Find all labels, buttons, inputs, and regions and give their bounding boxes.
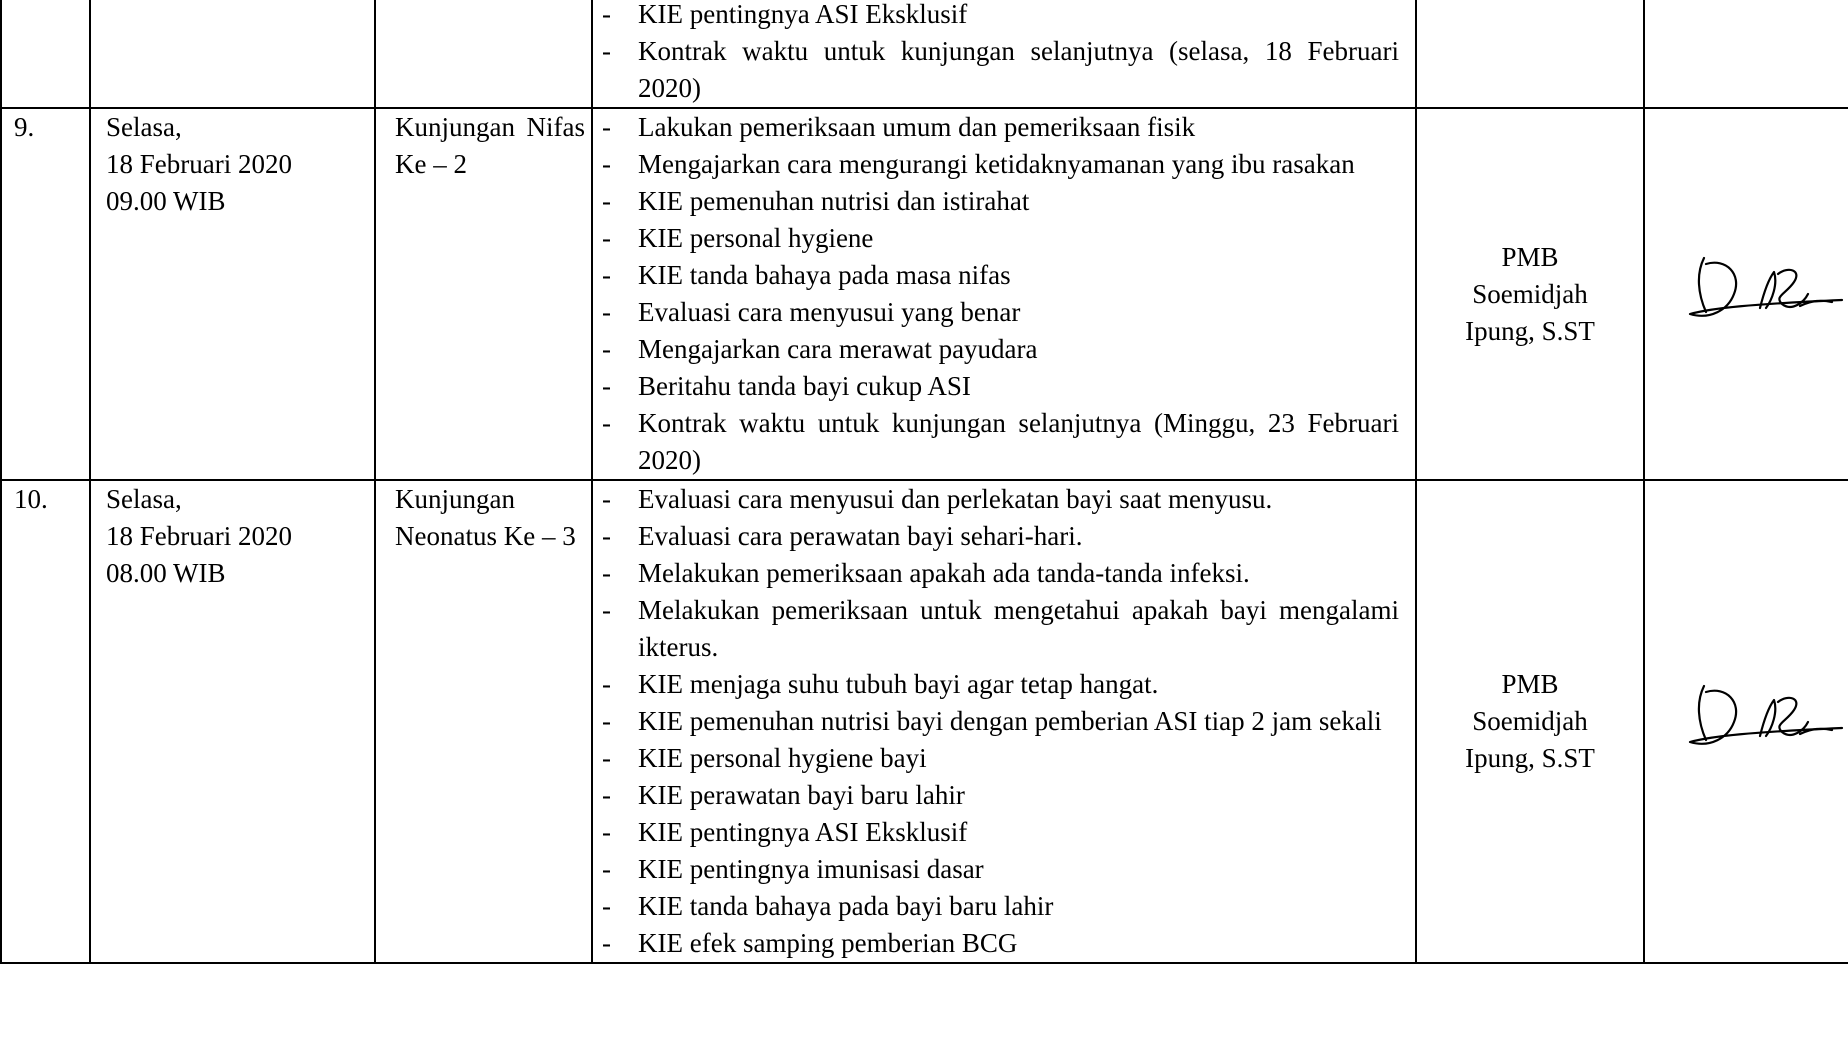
activity-text: KIE pentingnya imunisasi dasar (638, 854, 984, 884)
activity-cell (592, 108, 1416, 480)
activity-item (593, 257, 1415, 294)
activity-item (593, 33, 1415, 107)
signature-cell (1644, 0, 1848, 108)
date-line: Selasa, (106, 484, 182, 514)
activity-item (593, 331, 1415, 368)
activity-list (593, 109, 1415, 479)
visit-type: Kunjungan Neonatus Ke – 3 (375, 480, 592, 963)
activity-text: Lakukan pemeriksaan umum dan pemeriksaan fisik (638, 112, 1196, 142)
bullet-dash: - (602, 595, 611, 625)
date-line: 08.00 WIB (106, 558, 226, 588)
place-line: PMB (1501, 669, 1559, 699)
activity-text: Beritahu tanda bayi cukup ASI (638, 371, 971, 401)
bullet-dash: - (602, 0, 611, 29)
signature-image (1682, 250, 1848, 328)
bullet-dash: - (602, 521, 611, 551)
signature-cell (1644, 108, 1848, 480)
bullet-dash: - (602, 854, 611, 884)
activity-text: KIE personal hygiene (638, 223, 874, 253)
bullet-dash: - (602, 223, 611, 253)
place-line: Soemidjah (1472, 706, 1588, 736)
date-line: 18 Februari 2020 (106, 521, 292, 551)
table-row (1, 0, 1848, 108)
visit-date (90, 108, 375, 480)
bullet-dash: - (602, 780, 611, 810)
bullet-dash: - (602, 371, 611, 401)
place-line: Ipung, S.ST (1465, 743, 1595, 773)
signature-cell (1644, 480, 1848, 963)
table-row (1, 108, 1848, 480)
activity-text: Mengajarkan cara mengurangi ketidaknyamanan yang ibu rasakan (638, 149, 1355, 179)
bullet-dash: - (602, 558, 611, 588)
activity-text: KIE tanda bahaya pada bayi baru lahir (638, 891, 1054, 921)
place-cell (1416, 108, 1644, 480)
activity-item (593, 368, 1415, 405)
activity-text: Evaluasi cara perawatan bayi sehari-hari. (638, 521, 1083, 551)
bullet-dash: - (602, 408, 611, 438)
activity-item (593, 592, 1415, 666)
activity-text: Kontrak waktu untuk kunjungan selanjutnya (selasa, 18 Februari 2020) (638, 36, 1399, 103)
visit-type: Kunjungan Nifas Ke – 2 (375, 108, 592, 480)
date-line: 18 Februari 2020 (106, 149, 292, 179)
bullet-dash: - (602, 669, 611, 699)
date-line: Selasa, (106, 112, 182, 142)
activity-text: KIE personal hygiene bayi (638, 743, 927, 773)
signature-image (1682, 678, 1848, 756)
activity-item (593, 294, 1415, 331)
activity-item (593, 925, 1415, 962)
activity-item (593, 481, 1415, 518)
activity-item (593, 740, 1415, 777)
bullet-dash: - (602, 891, 611, 921)
table-row (1, 480, 1848, 963)
activity-text: KIE pemenuhan nutrisi bayi dengan pemberian ASI tiap 2 jam sekali (638, 706, 1382, 736)
bullet-dash: - (602, 743, 611, 773)
bullet-dash: - (602, 928, 611, 958)
activity-text: Mengajarkan cara merawat payudara (638, 334, 1038, 364)
activity-text: KIE perawatan bayi baru lahir (638, 780, 965, 810)
activity-item (593, 109, 1415, 146)
bullet-dash: - (602, 260, 611, 290)
row-number: 9. (1, 108, 90, 480)
activity-cell (592, 480, 1416, 963)
date-line: 09.00 WIB (106, 186, 226, 216)
bullet-dash: - (602, 112, 611, 142)
activity-item (593, 666, 1415, 703)
activity-item (593, 888, 1415, 925)
activity-item (593, 814, 1415, 851)
activity-text: Kontrak waktu untuk kunjungan selanjutnya (Minggu, 23 Februari 2020) (638, 408, 1399, 475)
bullet-dash: - (602, 334, 611, 364)
bullet-dash: - (602, 186, 611, 216)
activity-text: KIE pentingnya ASI Eksklusif (638, 817, 968, 847)
activity-text: Evaluasi cara menyusui yang benar (638, 297, 1021, 327)
bullet-dash: - (602, 817, 611, 847)
place-line: Soemidjah (1472, 278, 1588, 309)
place-cell (1416, 480, 1644, 963)
table-body (1, 0, 1848, 963)
activity-list (593, 481, 1415, 962)
activity-item (593, 555, 1415, 592)
activity-text: KIE pemenuhan nutrisi dan istirahat (638, 186, 1030, 216)
visit-date (90, 0, 375, 108)
activity-text: KIE tanda bahaya pada masa nifas (638, 260, 1011, 290)
activity-text: KIE menjaga suhu tubuh bayi agar tetap hangat. (638, 669, 1159, 699)
activity-item (593, 146, 1415, 183)
activity-item (593, 851, 1415, 888)
activity-item (593, 183, 1415, 220)
activity-item (593, 0, 1415, 33)
bullet-dash: - (602, 484, 611, 514)
activity-cell (592, 0, 1416, 108)
activity-list (593, 0, 1415, 107)
activity-text: Evaluasi cara menyusui dan perlekatan bayi saat menyusu. (638, 484, 1273, 514)
activity-item (593, 518, 1415, 555)
bullet-dash: - (602, 149, 611, 179)
visit-type (375, 0, 592, 108)
row-number (1, 0, 90, 108)
place-line: Ipung, S.ST (1465, 315, 1595, 346)
activity-item (593, 405, 1415, 479)
place-line: PMB (1501, 241, 1559, 272)
row-number: 10. (1, 480, 90, 963)
activity-item (593, 220, 1415, 257)
activity-text: KIE pentingnya ASI Eksklusif (638, 0, 968, 29)
bullet-dash: - (602, 706, 611, 736)
bullet-dash: - (602, 297, 611, 327)
bullet-dash: - (602, 36, 611, 66)
activity-item (593, 703, 1415, 740)
activity-item (593, 777, 1415, 814)
activity-text: Melakukan pemeriksaan untuk mengetahui apakah bayi mengalami ikterus. (638, 595, 1399, 662)
activity-text: Melakukan pemeriksaan apakah ada tanda-tanda infeksi. (638, 558, 1250, 588)
activity-text: KIE efek samping pemberian BCG (638, 928, 1018, 958)
place-cell (1416, 0, 1644, 108)
visit-date (90, 480, 375, 963)
